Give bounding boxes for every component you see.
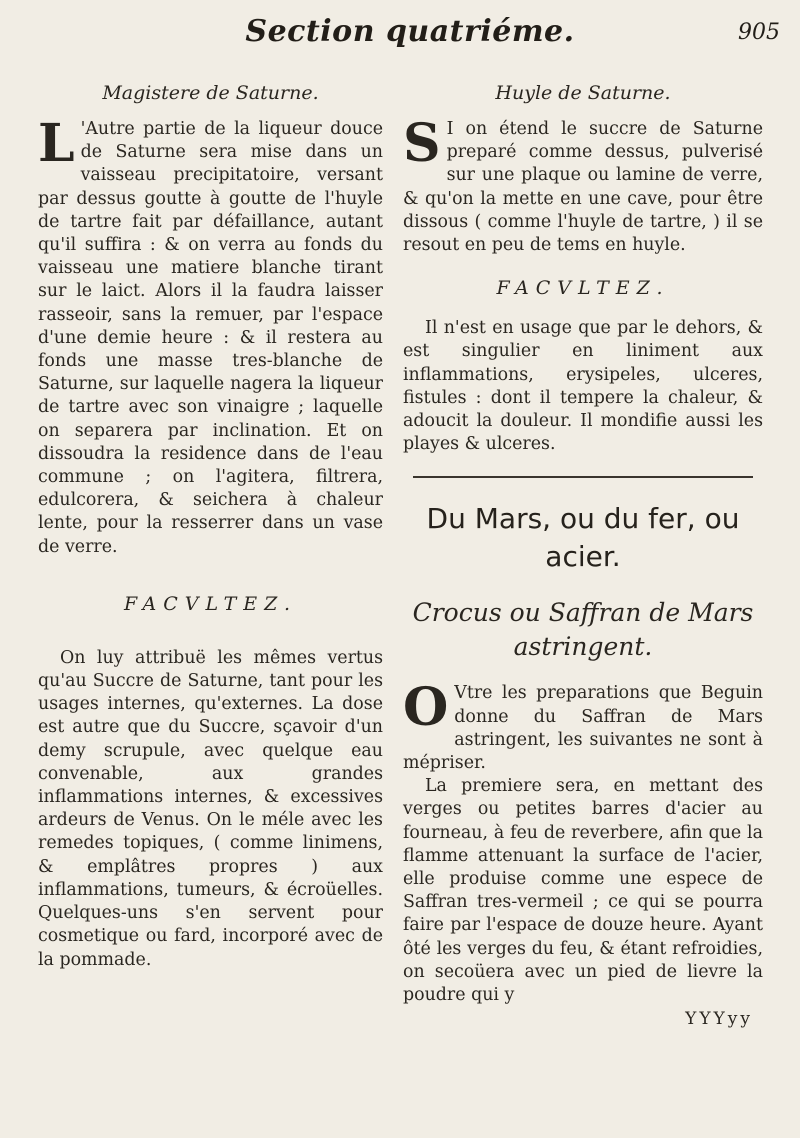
- section-divider: [413, 476, 753, 478]
- crocus-title: Crocus ou Saffran de Mars astringent.: [412, 598, 754, 662]
- huyle-facultez-text: Il n'est en usage que par le dehors, & est singulier en liniment aux inflammations, erysipeles, ulceres, fistules : dont il tempere la chaleur, & adoucit la douleur. Il mondifie aussi les playes & ulceres.: [403, 318, 763, 455]
- magistere-paragraph: [38, 113, 383, 559]
- mars-section-title: Du Mars, ou du fer, ou acier.: [426, 502, 740, 574]
- premiere-preparation-text: La premiere sera, en mettant des verges ou petites barres d'acier au fourneau, à feu de reverbere, afin que la flamme attenuant la surface de l'acier, elle produise comme une espece de Saffran tres-vermeil ; ce qui se pourra faire par l'espace de douze heure. Ayant ôté les verges du feu, & étant refroidies, on secoüera avec un pied de lievre la poudre qui y: [403, 776, 763, 1006]
- magistere-facultez-text: On luy attribuë les mêmes vertus qu'au Succre de Saturne, tant pour les usages internes, qu'externes. La dose est autre que du Succre, sçavoir d'un demy scrupule, avec quelque eau convenable, aux grandes inflammations internes, & excessives ardeurs de Venus. On le méle avec les remedes topiques, ( comme linimens, & emplâtres propres ) aux inflammations, tumeurs, & écroüelles. Quelques-uns s'en servent pour cosmetique ou fard, incorporé avec de la pommade.: [38, 647, 383, 970]
- facultez-heading-right: FACVLTEZ.: [496, 277, 670, 300]
- page-number: 905: [738, 20, 780, 45]
- crocus-text: Vtre les preparations que Beguin donne du Saffran de Mars astringent, les suivantes ne sont à mépriser.: [403, 683, 763, 774]
- dropcap-o: O: [403, 677, 449, 739]
- huyle-title: Huyle de Saturne.: [495, 82, 671, 104]
- facultez-heading-left: FACVLTEZ.: [123, 592, 298, 615]
- running-title: Section quatriéme.: [245, 14, 575, 49]
- huyle-text: I on étend le succre de Saturne preparé comme dessus, pulverisé sur une plaque ou lamine de verre, & qu'on la mette en une cave, pour être dissous ( comme l'huyle de tartre, ) il se resout en peu de tems en huyle.: [403, 119, 763, 256]
- signature-mark: YYYyy: [685, 1009, 753, 1030]
- dropcap-l: L: [38, 113, 75, 174]
- page-header: [40, 14, 780, 58]
- huyle-paragraph: [403, 113, 763, 257]
- crocus-paragraph: [403, 677, 763, 775]
- magistere-title: Magistere de Saturne.: [102, 82, 319, 104]
- magistere-text: 'Autre partie de la liqueur douce de Saturne sera mise dans un vaisseau precipitatoire, versant par dessus goutte à goutte de l'huyle de tartre fait par défaillance, autant qu'il suffira : & on verra au fonds du vaisseau une matiere blanche tirant sur le laict. Alors il la faudra laisser rasseoir, sans la remuer, par l'espace d'une demie heure : & il restera au fonds une masse tres-blanche de Saturne, sur laquelle nagera la liqueur de tartre avec son vinaigre ; laquelle on separera par inclination. Et on dissoudra la residence dans de l'eau commune ; on l'agitera, filtrera, edulcorera, & seichera à chaleur lente, pour la resserrer dans un vase de verre.: [38, 119, 383, 557]
- left-column: [38, 82, 383, 972]
- right-column: [403, 82, 763, 1029]
- dropcap-s: S: [403, 113, 441, 174]
